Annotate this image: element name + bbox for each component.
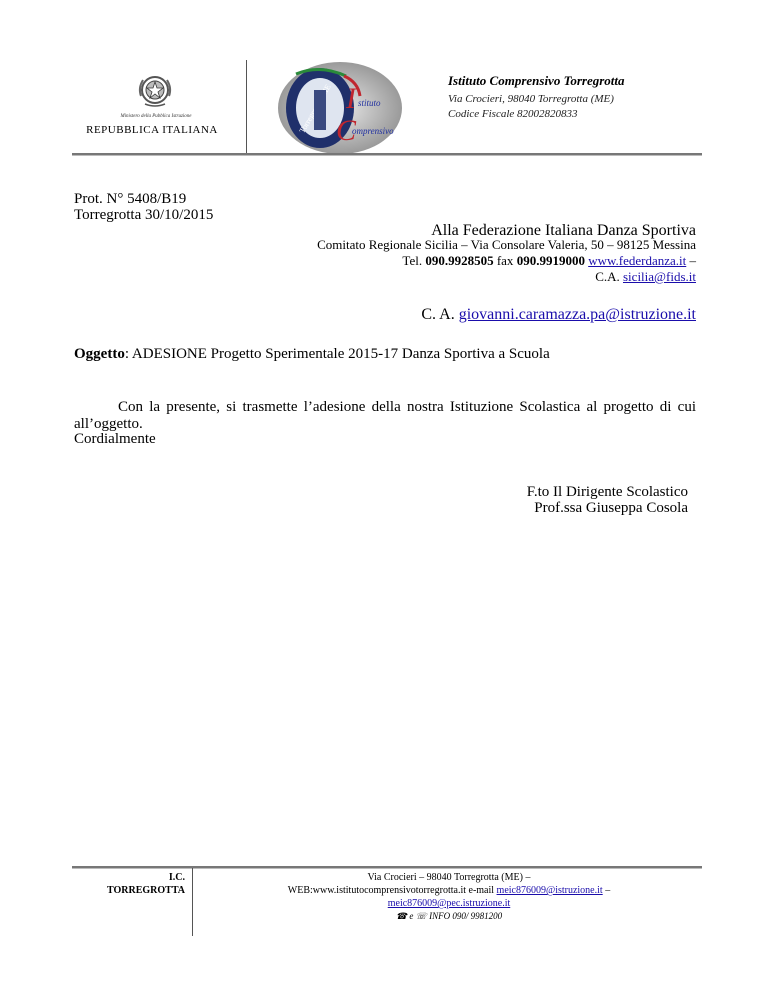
header-rule (72, 153, 702, 156)
ministry-label: Ministero della Pubblica Istruzione (120, 114, 192, 119)
svg-text:C: C (336, 114, 357, 147)
signer-title: F.to Il Dirigente Scolastico (526, 484, 688, 500)
subject-label: Oggetto (74, 346, 125, 362)
logo-word1: stituto (358, 98, 381, 108)
ca-label: C.A. (595, 269, 623, 284)
footer-divider (192, 868, 193, 936)
subject-text: : ADESIONE Progetto Sperimentale 2015-17 Danza Sportiva a Scuola (124, 346, 550, 362)
fax-number: 090.9919000 (516, 253, 585, 268)
italian-emblem-icon (135, 70, 175, 110)
footer-pec (195, 897, 703, 910)
school-address: Via Crocieri, 98040 Torregrotta (ME) (448, 93, 614, 105)
tel-label: Tel. (402, 253, 426, 268)
recipient-address: Comitato Regionale Sicilia – Via Consolare Valeria, 50 – 98125 Messina (317, 237, 696, 252)
closing: Cordialmente (74, 431, 156, 447)
footer-ic: I.C. (168, 872, 185, 883)
footer-rule (72, 866, 702, 869)
header-divider (246, 60, 247, 155)
place-date: Torregrotta 30/10/2015 (74, 207, 214, 223)
school-fiscal-code: Codice Fiscale 82002820833 (448, 108, 578, 120)
website-link[interactable]: www.federdanza.it (588, 253, 687, 268)
republic-label: REPUBBLICA ITALIANA (86, 124, 218, 136)
footer-info: ☎ e ☏ INFO 090/ 9981200 (395, 911, 503, 921)
recipient-attention (595, 269, 696, 285)
footer-address: Via Crocieri – 98040 Torregrotta (ME) – (367, 872, 531, 883)
cc-line (421, 306, 696, 324)
footer-email-link[interactable]: meic876009@istruzione.it (496, 885, 603, 896)
tel-number: 090.9928505 (425, 253, 494, 268)
subject-line (74, 346, 550, 363)
footer-email-dash: – (602, 885, 611, 896)
school-logo (276, 60, 404, 156)
footer-web: WEB:www.istitutocomprensivotorregrotta.it e-mail (287, 885, 497, 896)
footer-pec-link[interactable]: meic876009@pec.istruzione.it (387, 898, 511, 909)
contacts-dash: – (686, 253, 696, 268)
cc-email-link[interactable]: giovanni.caramazza.pa@istruzione.it (458, 306, 696, 323)
signer-name: Prof.ssa Giuseppa Cosola (534, 500, 688, 516)
protocol-number: Prot. N° 5408/B19 (74, 191, 187, 207)
footer-web-email (195, 884, 703, 897)
ca-email-link[interactable]: sicilia@fids.it (623, 269, 696, 284)
svg-text:I: I (346, 82, 356, 115)
body-paragraph (74, 399, 696, 433)
recipient-contacts (402, 253, 696, 269)
logo-word2: omprensivo (352, 126, 394, 136)
school-name: Istituto Comprensivo Torregrotta (448, 73, 625, 88)
footer-town: TORREGROTTA (107, 885, 185, 896)
cc-label: C. A. (421, 306, 459, 323)
recipient-name: Alla Federazione Italiana Danza Sportiva (431, 222, 696, 239)
logo-arc-text: Torregrotta (297, 99, 324, 135)
body-text: Con la presente, si trasmette l’adesione della nostra Istituzione Scolastica al progetto di cui all’oggetto. (74, 399, 696, 432)
fax-label: fax (493, 253, 517, 268)
